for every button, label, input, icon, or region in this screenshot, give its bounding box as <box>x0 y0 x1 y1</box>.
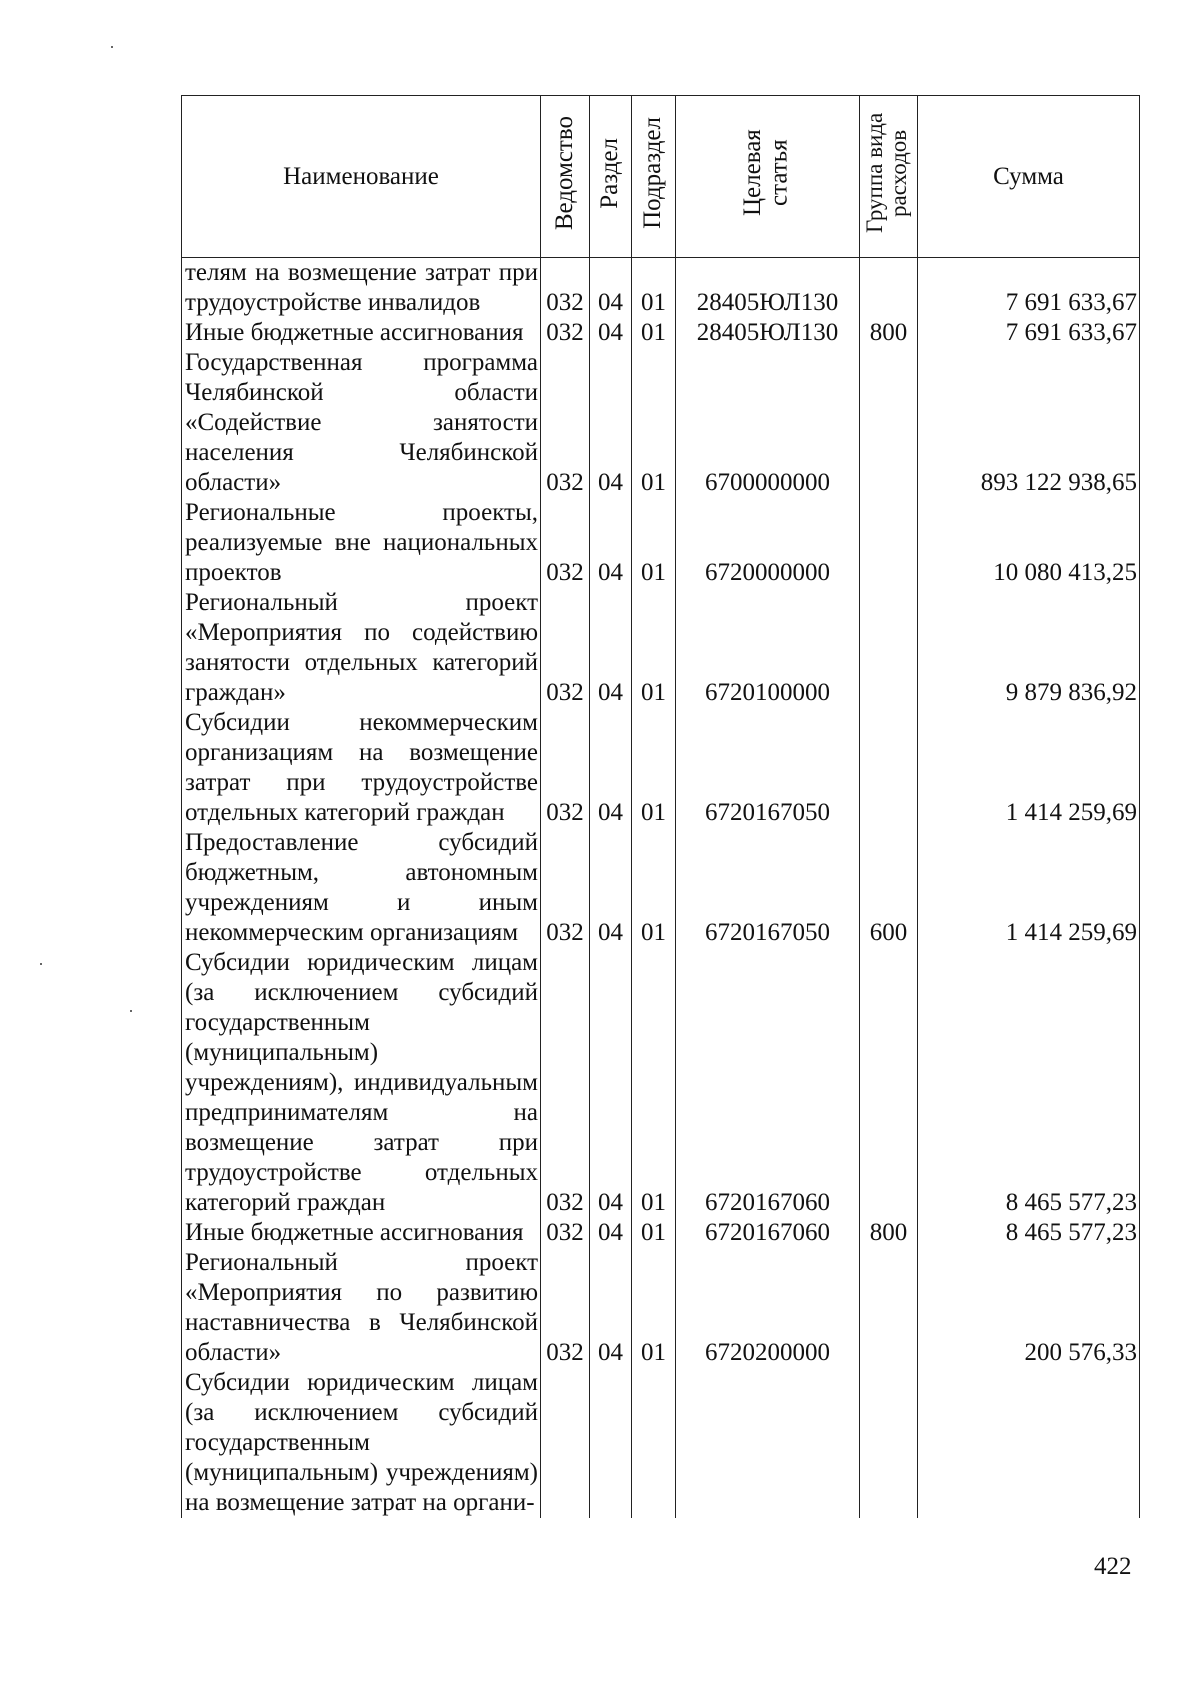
scan-speck <box>111 46 113 48</box>
header-expense-group: Группа вида расходов <box>860 96 918 258</box>
row-subsection: 01 <box>632 1248 676 1368</box>
row-subsection: 01 <box>632 498 676 588</box>
row-target-article: 6720167060 <box>676 1218 860 1248</box>
row-name: Региональный проект «Мероприятия по развитию наставничества в Челябинской области» <box>182 1248 541 1368</box>
row-name: Субсидии юридическим лицам (за исключением субсидий государственным (муниципальным) учреждениям) на возмещение затрат на органи- <box>182 1368 541 1518</box>
row-section: 04 <box>590 318 632 348</box>
row-name: Субсидии некоммерческим организациям на возмещение затрат при трудоустройстве отдельных категорий граждан <box>182 708 541 828</box>
header-subsection: Подраздел <box>632 96 676 258</box>
row-subsection: 01 <box>632 1218 676 1248</box>
row-department: 032 <box>541 948 590 1218</box>
row-expense-group <box>860 498 918 588</box>
table-row <box>182 1218 1140 1248</box>
row-section: 04 <box>590 258 632 319</box>
table-row <box>182 318 1140 348</box>
row-expense-group <box>860 258 918 319</box>
row-section: 04 <box>590 1218 632 1248</box>
table-row <box>182 828 1140 948</box>
row-department: 032 <box>541 708 590 828</box>
row-subsection: 01 <box>632 828 676 948</box>
row-section: 04 <box>590 948 632 1218</box>
row-department: 032 <box>541 588 590 708</box>
table-row <box>182 348 1140 498</box>
row-target-article: 6720167060 <box>676 948 860 1218</box>
row-expense-group: 800 <box>860 318 918 348</box>
table-row <box>182 498 1140 588</box>
header-department: Ведомство <box>541 96 590 258</box>
row-section <box>590 1368 632 1518</box>
row-subsection: 01 <box>632 948 676 1218</box>
row-department: 032 <box>541 258 590 319</box>
row-target-article: 28405ЮЛ130 <box>676 318 860 348</box>
budget-table <box>181 95 1140 1518</box>
row-section: 04 <box>590 828 632 948</box>
row-department <box>541 1368 590 1518</box>
row-target-article: 6720167050 <box>676 708 860 828</box>
table-row <box>182 948 1140 1218</box>
row-expense-group <box>860 708 918 828</box>
scan-speck <box>40 963 42 965</box>
row-department: 032 <box>541 1218 590 1248</box>
row-name: Предоставление субсидий бюджетным, автономным учреждениям и иным некоммерческим организациям <box>182 828 541 948</box>
row-expense-group <box>860 348 918 498</box>
row-target-article: 6720200000 <box>676 1248 860 1368</box>
row-expense-group <box>860 588 918 708</box>
row-amount: 893 122 938,65 <box>918 348 1140 498</box>
scan-speck <box>130 1010 132 1012</box>
row-target-article: 6700000000 <box>676 348 860 498</box>
row-name: Региональный проект «Мероприятия по содействию занятости отдельных категорий граждан» <box>182 588 541 708</box>
row-department: 032 <box>541 1248 590 1368</box>
row-name: Иные бюджетные ассигнования <box>182 1218 541 1248</box>
row-section: 04 <box>590 588 632 708</box>
row-target-article <box>676 1368 860 1518</box>
row-section: 04 <box>590 348 632 498</box>
row-expense-group <box>860 1248 918 1368</box>
row-section: 04 <box>590 1248 632 1368</box>
row-name: телям на возмещение затрат при трудоустройстве инвалидов <box>182 258 541 319</box>
row-expense-group <box>860 948 918 1218</box>
row-expense-group <box>860 1368 918 1518</box>
header-section: Раздел <box>590 96 632 258</box>
row-subsection: 01 <box>632 258 676 319</box>
table-row <box>182 588 1140 708</box>
page-number: 422 <box>1094 1553 1132 1580</box>
row-name: Государственная программа Челябинской области «Содействие занятости населения Челябинской области» <box>182 348 541 498</box>
row-amount: 7 691 633,67 <box>918 318 1140 348</box>
row-department: 032 <box>541 498 590 588</box>
row-target-article: 6720167050 <box>676 828 860 948</box>
row-target-article: 6720000000 <box>676 498 860 588</box>
row-amount: 8 465 577,23 <box>918 1218 1140 1248</box>
row-department: 032 <box>541 348 590 498</box>
row-expense-group: 600 <box>860 828 918 948</box>
table-body <box>182 258 1140 1519</box>
row-expense-group: 800 <box>860 1218 918 1248</box>
row-subsection: 01 <box>632 348 676 498</box>
row-subsection: 01 <box>632 588 676 708</box>
row-department: 032 <box>541 318 590 348</box>
header-name: Наименование <box>182 96 541 258</box>
row-amount: 1 414 259,69 <box>918 828 1140 948</box>
row-name: Региональные проекты, реализуемые вне национальных проектов <box>182 498 541 588</box>
row-amount: 1 414 259,69 <box>918 708 1140 828</box>
table-row <box>182 258 1140 319</box>
row-amount: 200 576,33 <box>918 1248 1140 1368</box>
table-row <box>182 708 1140 828</box>
row-target-article: 28405ЮЛ130 <box>676 258 860 319</box>
row-amount: 10 080 413,25 <box>918 498 1140 588</box>
row-section: 04 <box>590 708 632 828</box>
row-target-article: 6720100000 <box>676 588 860 708</box>
header-target-article: Целевая статья <box>676 96 860 258</box>
row-department: 032 <box>541 828 590 948</box>
row-section: 04 <box>590 498 632 588</box>
row-subsection <box>632 1368 676 1518</box>
table-row <box>182 1368 1140 1518</box>
row-subsection: 01 <box>632 318 676 348</box>
table-row <box>182 1248 1140 1368</box>
header-amount: Сумма <box>918 96 1140 258</box>
row-amount: 8 465 577,23 <box>918 948 1140 1218</box>
row-name: Иные бюджетные ассигнования <box>182 318 541 348</box>
row-amount <box>918 1368 1140 1518</box>
table-header-row <box>182 96 1140 258</box>
row-name: Субсидии юридическим лицам (за исключением субсидий государственным (муниципальным) учреждениям), индивидуальным предпринимателям на возмещение затрат при трудоустройстве отдельных категорий граждан <box>182 948 541 1218</box>
row-amount: 7 691 633,67 <box>918 258 1140 319</box>
row-subsection: 01 <box>632 708 676 828</box>
row-amount: 9 879 836,92 <box>918 588 1140 708</box>
